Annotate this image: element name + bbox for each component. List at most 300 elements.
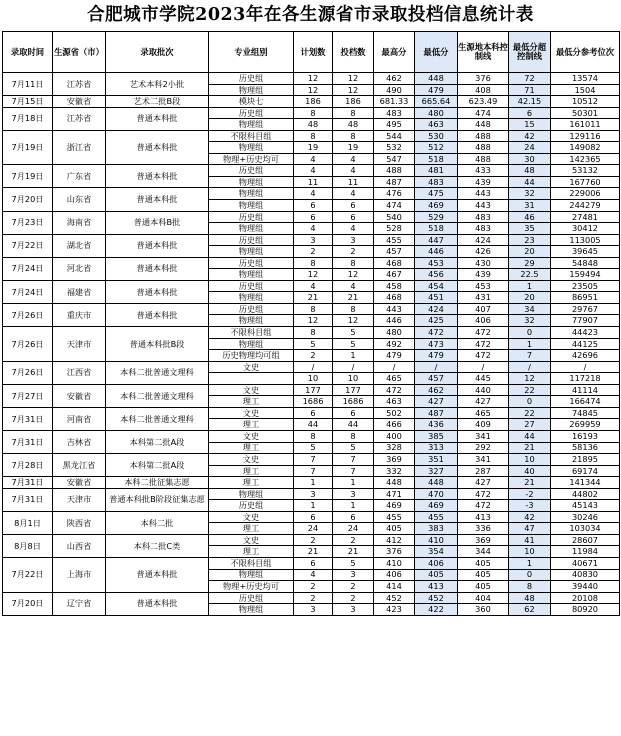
table-row [3,257,620,269]
max-cell: 405 [374,523,415,535]
filed-cell: 4 [333,280,374,292]
max-cell: 443 [374,303,415,315]
batch-cell: 普通本科批 [106,592,209,615]
date-cell: 7月18日 [3,107,53,130]
header-over-line: 最低分超控制线 [509,32,551,73]
filed-cell: / [333,361,374,373]
control-line-cell: 344 [458,546,509,558]
plan-cell: 24 [294,523,333,535]
filed-cell: 3 [333,234,374,246]
min-cell: 410 [415,534,458,546]
max-cell: 446 [374,315,415,327]
over-line-cell: -2 [509,488,551,500]
rank-cell: 39645 [551,246,620,258]
max-cell: 455 [374,511,415,523]
over-line-cell: 22 [509,384,551,396]
max-cell: 483 [374,107,415,119]
max-cell: 540 [374,211,415,223]
filed-cell: 8 [333,430,374,442]
over-line-cell: 46 [509,211,551,223]
group-cell: 物理组 [209,176,294,188]
plan-cell: 3 [294,488,333,500]
header-batch: 录取批次 [106,32,209,73]
rank-cell: 45143 [551,500,620,512]
control-line-cell: 623.49 [458,96,509,108]
control-line-cell: 472 [458,327,509,339]
min-cell: 462 [415,384,458,396]
over-line-cell: 71 [509,84,551,96]
filed-cell: 2 [333,246,374,258]
plan-cell: 6 [294,557,333,569]
over-line-cell: 1 [509,280,551,292]
table-row [3,592,620,604]
filed-cell: 2 [333,592,374,604]
max-cell: 410 [374,557,415,569]
rank-cell: 113005 [551,234,620,246]
rank-cell: 11984 [551,546,620,558]
control-line-cell: 341 [458,430,509,442]
rank-cell: 40830 [551,569,620,581]
province-cell: 浙江省 [53,130,106,165]
control-line-cell: 408 [458,84,509,96]
group-cell: 不限科目组 [209,327,294,339]
over-line-cell: 0 [509,569,551,581]
batch-cell: 普通本科批 [106,107,209,130]
min-cell: 469 [415,500,458,512]
group-cell: 历史组 [209,280,294,292]
group-cell: 历史组 [209,107,294,119]
max-cell: 487 [374,176,415,188]
min-cell: 665.64 [415,96,458,108]
max-cell: 474 [374,200,415,212]
over-line-cell: 12 [509,373,551,385]
over-line-cell: 0 [509,327,551,339]
control-line-cell: 430 [458,257,509,269]
plan-cell: 44 [294,419,333,431]
province-cell: 山西省 [53,534,106,557]
header-date: 录取时间 [3,32,53,73]
over-line-cell: 22 [509,407,551,419]
max-cell: 495 [374,119,415,131]
province-cell: 陕西省 [53,511,106,534]
rank-cell: 50301 [551,107,620,119]
group-cell: 物理组 [209,338,294,350]
plan-cell: 2 [294,534,333,546]
filed-cell: 8 [333,130,374,142]
plan-cell: 1 [294,477,333,489]
over-line-cell: 24 [509,142,551,154]
control-line-cell: 472 [458,488,509,500]
plan-cell: 4 [294,280,333,292]
batch-cell: 普通本科批 [106,130,209,165]
rank-cell: 20108 [551,592,620,604]
table-row [3,361,620,373]
over-line-cell: 27 [509,419,551,431]
max-cell: 423 [374,604,415,616]
max-cell: 332 [374,465,415,477]
group-cell: 文史 [209,384,294,396]
rank-cell: 74845 [551,407,620,419]
plan-cell: 4 [294,153,333,165]
date-cell: 7月15日 [3,96,53,108]
rank-cell: 40671 [551,557,620,569]
rank-cell: 28607 [551,534,620,546]
min-cell: 454 [415,280,458,292]
group-cell: 不限科目组 [209,557,294,569]
plan-cell: 1686 [294,396,333,408]
group-cell: 历史物理均可组 [209,350,294,362]
date-cell: 7月19日 [3,165,53,188]
province-cell: 河南省 [53,407,106,430]
plan-cell: 7 [294,454,333,466]
max-cell: 406 [374,569,415,581]
batch-cell: 本科二批征集志愿 [106,477,209,489]
table-body [3,73,620,616]
control-line-cell: 409 [458,419,509,431]
min-cell: 518 [415,153,458,165]
filed-cell: 24 [333,523,374,535]
control-line-cell: 404 [458,592,509,604]
batch-cell: 普通本科批 [106,188,209,211]
filed-cell: 10 [333,373,374,385]
rank-cell: 86951 [551,292,620,304]
plan-cell: 8 [294,430,333,442]
table-row [3,234,620,246]
group-cell: 模块七 [209,96,294,108]
filed-cell: 6 [333,200,374,212]
rank-cell: 269959 [551,419,620,431]
max-cell: 467 [374,269,415,281]
max-cell: 469 [374,500,415,512]
plan-cell: / [294,361,333,373]
group-cell: 物理组 [209,119,294,131]
min-cell: 518 [415,223,458,235]
group-cell: 物理组 [209,142,294,154]
rank-cell: 10512 [551,96,620,108]
date-cell: 7月31日 [3,407,53,430]
control-line-cell: 405 [458,557,509,569]
min-cell: 480 [415,107,458,119]
header-row [3,32,620,73]
over-line-cell: 44 [509,430,551,442]
rank-cell: 166474 [551,396,620,408]
table-row [3,488,620,500]
max-cell: 457 [374,246,415,258]
date-cell: 7月24日 [3,257,53,280]
group-cell: 物理组 [209,188,294,200]
over-line-cell: 20 [509,292,551,304]
control-line-cell: 472 [458,500,509,512]
plan-cell: 8 [294,130,333,142]
min-cell: 385 [415,430,458,442]
plan-cell: 4 [294,223,333,235]
over-line-cell: 48 [509,165,551,177]
filed-cell: 5 [333,327,374,339]
group-cell: 物理组 [209,223,294,235]
table-row [3,211,620,223]
filed-cell: 2 [333,534,374,546]
plan-cell: 2 [294,246,333,258]
date-cell: 7月26日 [3,327,53,362]
group-cell: 理工 [209,442,294,454]
filed-cell: 12 [333,84,374,96]
control-line-cell: 427 [458,477,509,489]
over-line-cell: 32 [509,315,551,327]
control-line-cell: 407 [458,303,509,315]
filed-cell: 12 [333,73,374,85]
group-cell: 历史组 [209,234,294,246]
table-row [3,96,620,108]
header-control-line: 生源地本科控制线 [458,32,509,73]
max-cell: 490 [374,84,415,96]
group-cell: 理工 [209,396,294,408]
filed-cell: 6 [333,211,374,223]
filed-cell: 1 [333,477,374,489]
control-line-cell: 465 [458,407,509,419]
province-cell: 广东省 [53,165,106,188]
province-cell: 江苏省 [53,73,106,96]
rank-cell: 53132 [551,165,620,177]
group-cell: 文史 [209,511,294,523]
over-line-cell: 29 [509,257,551,269]
header-filed: 投档数 [333,32,374,73]
plan-cell: 1 [294,500,333,512]
plan-cell: 3 [294,604,333,616]
rank-cell: 30412 [551,223,620,235]
group-cell: 物理组 [209,315,294,327]
min-cell: 448 [415,73,458,85]
max-cell: 414 [374,581,415,593]
plan-cell: 21 [294,546,333,558]
plan-cell: 8 [294,107,333,119]
header-province: 生源省（市） [53,32,106,73]
filed-cell: 11 [333,176,374,188]
group-cell [209,373,294,385]
date-cell: 7月31日 [3,477,53,489]
rank-cell: 21895 [551,454,620,466]
table-row [3,327,620,339]
group-cell: 文史 [209,430,294,442]
filed-cell: 4 [333,188,374,200]
table-row [3,511,620,523]
batch-cell: 本科第二批A段 [106,430,209,453]
min-cell: 405 [415,569,458,581]
control-line-cell: 431 [458,292,509,304]
province-cell: 安徽省 [53,477,106,489]
batch-cell: 普通本科批 [106,557,209,592]
group-cell: 物理组 [209,84,294,96]
max-cell: 472 [374,384,415,396]
over-line-cell: 20 [509,246,551,258]
table-row [3,534,620,546]
max-cell: 476 [374,188,415,200]
batch-cell: 普通本科批 [106,303,209,326]
control-line-cell: 424 [458,234,509,246]
province-cell: 上海市 [53,557,106,592]
group-cell: 物理组 [209,269,294,281]
date-cell: 7月28日 [3,454,53,477]
max-cell: 465 [374,373,415,385]
group-cell: 理工 [209,465,294,477]
plan-cell: 21 [294,292,333,304]
max-cell: 480 [374,327,415,339]
max-cell: 369 [374,454,415,466]
plan-cell: 4 [294,569,333,581]
filed-cell: 2 [333,581,374,593]
plan-cell: 7 [294,465,333,477]
header-group: 专业组别 [209,32,294,73]
province-cell: 黑龙江省 [53,454,106,477]
max-cell: 328 [374,442,415,454]
plan-cell: 6 [294,200,333,212]
plan-cell: 6 [294,211,333,223]
control-line-cell: 488 [458,153,509,165]
max-cell: 479 [374,350,415,362]
over-line-cell: 72 [509,73,551,85]
province-cell: 天津市 [53,327,106,362]
plan-cell: 4 [294,188,333,200]
over-line-cell: 21 [509,442,551,454]
rank-cell: 58136 [551,442,620,454]
min-cell: 413 [415,581,458,593]
over-line-cell: / [509,361,551,373]
control-line-cell: 406 [458,315,509,327]
min-cell: 448 [415,477,458,489]
over-line-cell: 10 [509,546,551,558]
max-cell: 681.33 [374,96,415,108]
min-cell: 479 [415,350,458,362]
batch-cell: 普通本科批 [106,165,209,188]
over-line-cell: 22.5 [509,269,551,281]
province-cell: 福建省 [53,280,106,303]
control-line-cell: 336 [458,523,509,535]
group-cell: 历史组 [209,257,294,269]
over-line-cell: 47 [509,523,551,535]
group-cell: 理工 [209,477,294,489]
table-row [3,107,620,119]
batch-cell: 本科二批普通文理科 [106,384,209,407]
filed-cell: 5 [333,338,374,350]
control-line-cell: 443 [458,200,509,212]
rank-cell: 141344 [551,477,620,489]
over-line-cell: 40 [509,465,551,477]
province-cell: 吉林省 [53,430,106,453]
rank-cell: 103034 [551,523,620,535]
filed-cell: 1686 [333,396,374,408]
rank-cell: 167760 [551,176,620,188]
group-cell: 理工 [209,419,294,431]
control-line-cell: 405 [458,569,509,581]
group-cell: 物理组 [209,604,294,616]
plan-cell: 2 [294,350,333,362]
group-cell: 物理组 [209,569,294,581]
min-cell: 470 [415,488,458,500]
control-line-cell: 369 [458,534,509,546]
over-line-cell: 1 [509,338,551,350]
min-cell: 453 [415,257,458,269]
rank-cell: 229006 [551,188,620,200]
filed-cell: 48 [333,119,374,131]
over-line-cell: 48 [509,592,551,604]
min-cell: 383 [415,523,458,535]
min-cell: 512 [415,142,458,154]
rank-cell: 44423 [551,327,620,339]
min-cell: 424 [415,303,458,315]
date-cell: 7月20日 [3,188,53,211]
rank-cell: 159494 [551,269,620,281]
max-cell: 462 [374,73,415,85]
table-row [3,73,620,85]
filed-cell: 4 [333,165,374,177]
max-cell: 528 [374,223,415,235]
rank-cell: 80920 [551,604,620,616]
rank-cell: 42696 [551,350,620,362]
filed-cell: 3 [333,604,374,616]
date-cell: 8月1日 [3,511,53,534]
plan-cell: 3 [294,234,333,246]
control-line-cell: 472 [458,338,509,350]
over-line-cell: 21 [509,477,551,489]
group-cell: 物理组 [209,488,294,500]
control-line-cell: 448 [458,119,509,131]
rank-cell: 1504 [551,84,620,96]
plan-cell: 12 [294,84,333,96]
over-line-cell: 15 [509,119,551,131]
plan-cell: 8 [294,327,333,339]
rank-cell: 149082 [551,142,620,154]
control-line-cell: 376 [458,73,509,85]
date-cell: 7月24日 [3,280,53,303]
group-cell: 历史组 [209,165,294,177]
province-cell: 山东省 [53,188,106,211]
control-line-cell: 439 [458,176,509,188]
control-line-cell: 472 [458,350,509,362]
control-line-cell: 439 [458,269,509,281]
over-line-cell: 30 [509,153,551,165]
max-cell: 400 [374,430,415,442]
group-cell: 理工 [209,546,294,558]
group-cell: 物理组 [209,200,294,212]
rank-cell: 27481 [551,211,620,223]
province-cell: 海南省 [53,211,106,234]
over-line-cell: 42.15 [509,96,551,108]
header-min: 最低分 [415,32,458,73]
min-cell: 406 [415,557,458,569]
table-row [3,130,620,142]
control-line-cell: 427 [458,396,509,408]
min-cell: 354 [415,546,458,558]
date-cell: 7月31日 [3,488,53,511]
control-line-cell: 292 [458,442,509,454]
group-cell: 物理组 [209,246,294,258]
control-line-cell: 413 [458,511,509,523]
filed-cell: 5 [333,442,374,454]
control-line-cell: 445 [458,373,509,385]
max-cell: 463 [374,396,415,408]
group-cell: 物理+历史均可 [209,581,294,593]
province-cell: 江西省 [53,361,106,384]
table-row [3,384,620,396]
max-cell: 471 [374,488,415,500]
date-cell: 7月27日 [3,384,53,407]
control-line-cell: 405 [458,581,509,593]
province-cell: 安徽省 [53,96,106,108]
min-cell: 427 [415,396,458,408]
plan-cell: 6 [294,511,333,523]
batch-cell: 艺术本科2小批 [106,73,209,96]
plan-cell: 2 [294,592,333,604]
min-cell: 473 [415,338,458,350]
